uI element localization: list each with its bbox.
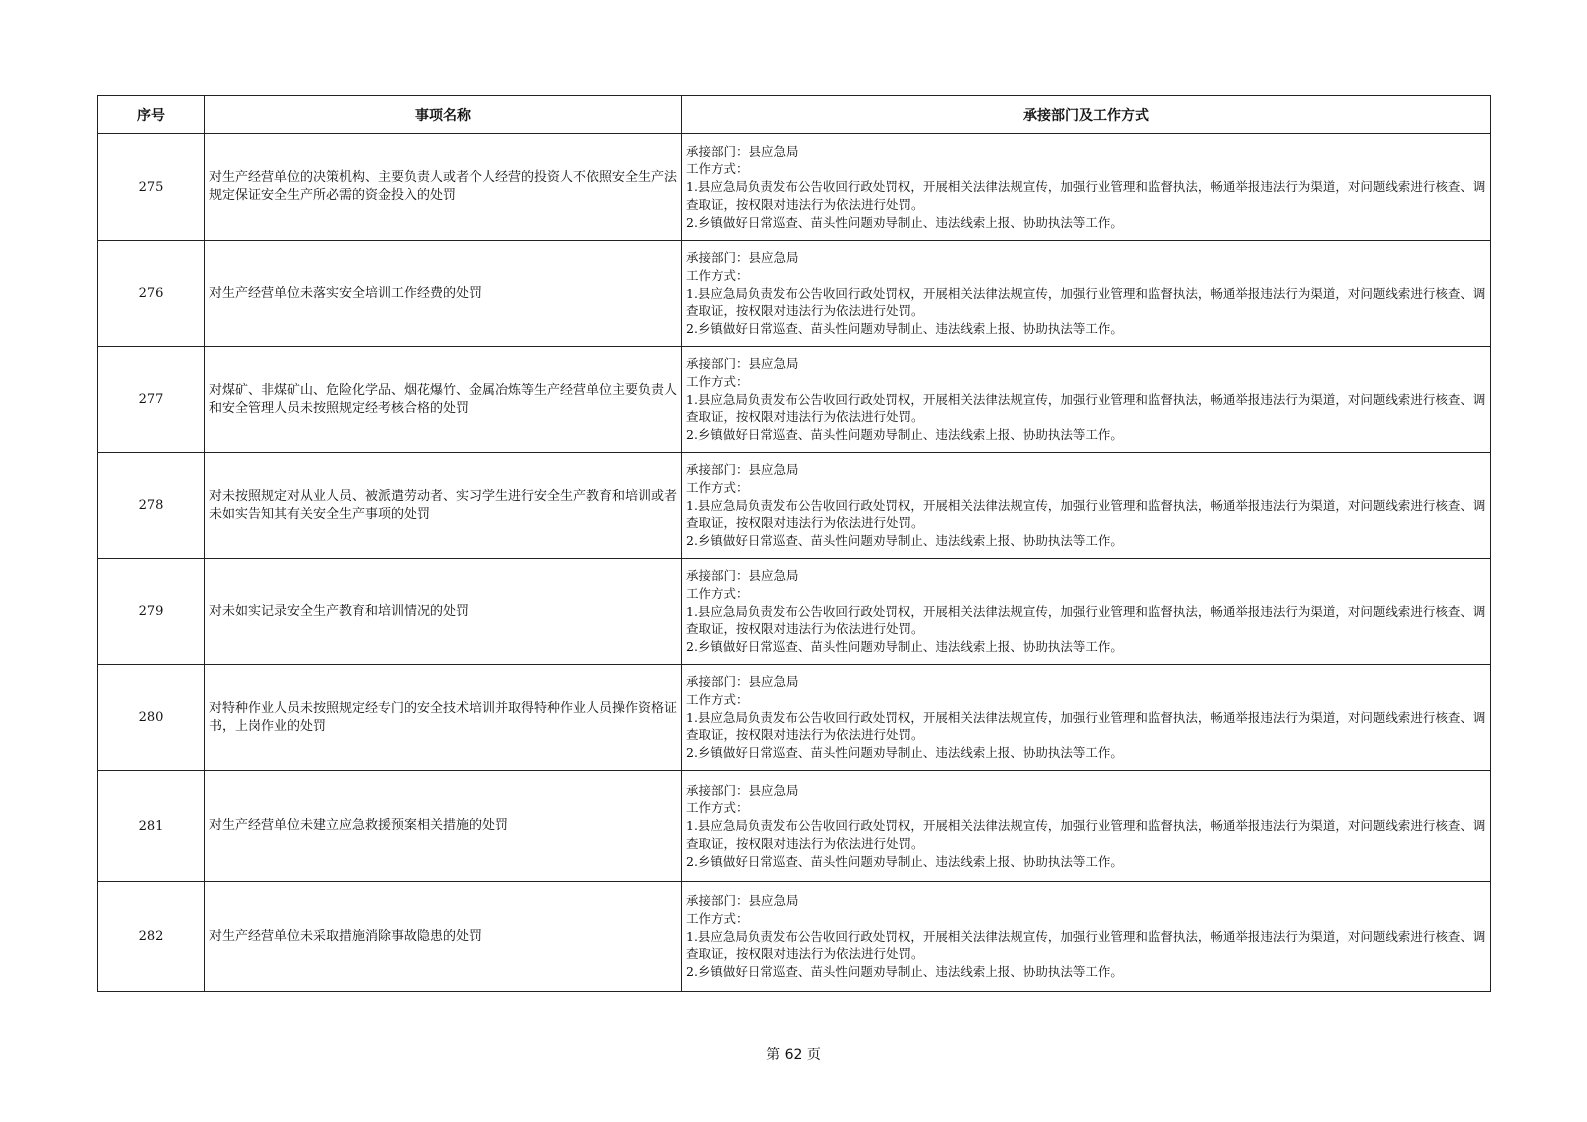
row-dept-method bbox=[682, 559, 1491, 665]
row-seq: 276 bbox=[98, 241, 205, 347]
row-item-name: 对特种作业人员未按照规定经专门的安全技术培训并取得特种作业人员操作资格证书，上岗作业的处罚 bbox=[205, 665, 682, 771]
header-seq: 序号 bbox=[98, 96, 205, 134]
header-name: 事项名称 bbox=[205, 96, 682, 134]
row-seq: 281 bbox=[98, 771, 205, 882]
row-dept-method bbox=[682, 241, 1491, 347]
method-item-2: 2.乡镇做好日常巡查、苗头性问题劝导制止、违法线索上报、协助执法等工作。 bbox=[686, 321, 1123, 337]
row-dept-method bbox=[682, 771, 1491, 882]
table-row bbox=[98, 771, 1491, 882]
row-dept-method bbox=[682, 453, 1491, 559]
table-row bbox=[98, 882, 1491, 992]
row-seq: 279 bbox=[98, 559, 205, 665]
dept-line: 承接部门：县应急局 bbox=[686, 568, 799, 583]
dept-line: 承接部门：县应急局 bbox=[686, 462, 799, 477]
dept-line: 承接部门：县应急局 bbox=[686, 356, 799, 371]
row-item-name: 对生产经营单位的决策机构、主要负责人或者个人经营的投资人不依照安全生产法规定保证安全生产所必需的资金投入的处罚 bbox=[205, 134, 682, 241]
method-item-1: 1.县应急局负责发布公告收回行政处罚权，开展相关法律法规宣传，加强行业管理和监督执法，畅通举报违法行为渠道，对问题线索进行核查、调查取证，按权限对违法行为依法进行处罚。 bbox=[686, 818, 1486, 851]
method-item-1: 1.县应急局负责发布公告收回行政处罚权，开展相关法律法规宣传，加强行业管理和监督执法，畅通举报违法行为渠道，对问题线索进行核查、调查取证，按权限对违法行为依法进行处罚。 bbox=[686, 928, 1486, 962]
items-table bbox=[97, 95, 1491, 992]
method-item-1: 1.县应急局负责发布公告收回行政处罚权，开展相关法律法规宣传，加强行业管理和监督执法，畅通举报违法行为渠道，对问题线索进行核查、调查取证，按权限对违法行为依法进行处罚。 bbox=[686, 285, 1486, 319]
method-item-1: 1.县应急局负责发布公告收回行政处罚权，开展相关法律法规宣传，加强行业管理和监督执法，畅通举报违法行为渠道，对问题线索进行核查、调查取证，按权限对违法行为依法进行处罚。 bbox=[686, 709, 1486, 743]
method-item-2: 2.乡镇做好日常巡查、苗头性问题劝导制止、违法线索上报、协助执法等工作。 bbox=[686, 964, 1123, 980]
table-header-row bbox=[98, 96, 1491, 134]
table-row bbox=[98, 453, 1491, 559]
row-dept-method bbox=[682, 134, 1491, 241]
row-dept-method bbox=[682, 347, 1491, 453]
row-dept-method bbox=[682, 882, 1491, 992]
method-item-2: 2.乡镇做好日常巡查、苗头性问题劝导制止、违法线索上报、协助执法等工作。 bbox=[686, 853, 1123, 869]
dept-line: 承接部门：县应急局 bbox=[686, 674, 799, 689]
row-item-name: 对生产经营单位未采取措施消除事故隐患的处罚 bbox=[205, 882, 682, 992]
method-item-2: 2.乡镇做好日常巡查、苗头性问题劝导制止、违法线索上报、协助执法等工作。 bbox=[686, 745, 1123, 761]
method-item-1: 1.县应急局负责发布公告收回行政处罚权，开展相关法律法规宣传，加强行业管理和监督执法，畅通举报违法行为渠道，对问题线索进行核查、调查取证，按权限对违法行为依法进行处罚。 bbox=[686, 603, 1486, 637]
method-label: 工作方式： bbox=[686, 585, 749, 601]
method-label: 工作方式： bbox=[686, 267, 749, 283]
method-label: 工作方式： bbox=[686, 479, 749, 495]
header-dept: 承接部门及工作方式 bbox=[682, 96, 1491, 134]
row-seq: 280 bbox=[98, 665, 205, 771]
row-item-name: 对未按照规定对从业人员、被派遣劳动者、实习学生进行安全生产教育和培训或者未如实告知其有关安全生产事项的处罚 bbox=[205, 453, 682, 559]
method-item-2: 2.乡镇做好日常巡查、苗头性问题劝导制止、违法线索上报、协助执法等工作。 bbox=[686, 427, 1123, 443]
row-seq: 275 bbox=[98, 134, 205, 241]
method-item-2: 2.乡镇做好日常巡查、苗头性问题劝导制止、违法线索上报、协助执法等工作。 bbox=[686, 533, 1123, 549]
method-item-1: 1.县应急局负责发布公告收回行政处罚权，开展相关法律法规宣传，加强行业管理和监督执法，畅通举报违法行为渠道，对问题线索进行核查、调查取证，按权限对违法行为依法进行处罚。 bbox=[686, 391, 1486, 425]
row-seq: 282 bbox=[98, 882, 205, 992]
method-label: 工作方式： bbox=[686, 161, 749, 177]
method-item-1: 1.县应急局负责发布公告收回行政处罚权，开展相关法律法规宣传，加强行业管理和监督执法，畅通举报违法行为渠道，对问题线索进行核查、调查取证，按权限对违法行为依法进行处罚。 bbox=[686, 179, 1486, 212]
row-seq: 278 bbox=[98, 453, 205, 559]
method-item-2: 2.乡镇做好日常巡查、苗头性问题劝导制止、违法线索上报、协助执法等工作。 bbox=[686, 639, 1123, 655]
dept-line: 承接部门：县应急局 bbox=[686, 143, 799, 159]
row-item-name: 对未如实记录安全生产教育和培训情况的处罚 bbox=[205, 559, 682, 665]
row-item-name: 对生产经营单位未落实安全培训工作经费的处罚 bbox=[205, 241, 682, 347]
page-number: 第 62 页 bbox=[766, 1047, 821, 1063]
method-label: 工作方式： bbox=[686, 800, 749, 816]
method-label: 工作方式： bbox=[686, 910, 749, 926]
dept-line: 承接部门：县应急局 bbox=[686, 782, 799, 798]
row-seq: 277 bbox=[98, 347, 205, 453]
dept-line: 承接部门：县应急局 bbox=[686, 250, 799, 265]
row-item-name: 对生产经营单位未建立应急救援预案相关措施的处罚 bbox=[205, 771, 682, 882]
table-row bbox=[98, 134, 1491, 241]
row-item-name: 对煤矿、非煤矿山、危险化学品、烟花爆竹、金属冶炼等生产经营单位主要负责人和安全管理人员未按照规定经考核合格的处罚 bbox=[205, 347, 682, 453]
table-row bbox=[98, 559, 1491, 665]
method-label: 工作方式： bbox=[686, 691, 749, 707]
method-item-1: 1.县应急局负责发布公告收回行政处罚权，开展相关法律法规宣传，加强行业管理和监督执法，畅通举报违法行为渠道，对问题线索进行核查、调查取证，按权限对违法行为依法进行处罚。 bbox=[686, 497, 1486, 531]
table-row bbox=[98, 347, 1491, 453]
method-item-2: 2.乡镇做好日常巡查、苗头性问题劝导制止、违法线索上报、协助执法等工作。 bbox=[686, 214, 1123, 230]
table-row bbox=[98, 241, 1491, 347]
row-dept-method bbox=[682, 665, 1491, 771]
method-label: 工作方式： bbox=[686, 373, 749, 389]
table-row bbox=[98, 665, 1491, 771]
dept-line: 承接部门：县应急局 bbox=[686, 893, 799, 908]
